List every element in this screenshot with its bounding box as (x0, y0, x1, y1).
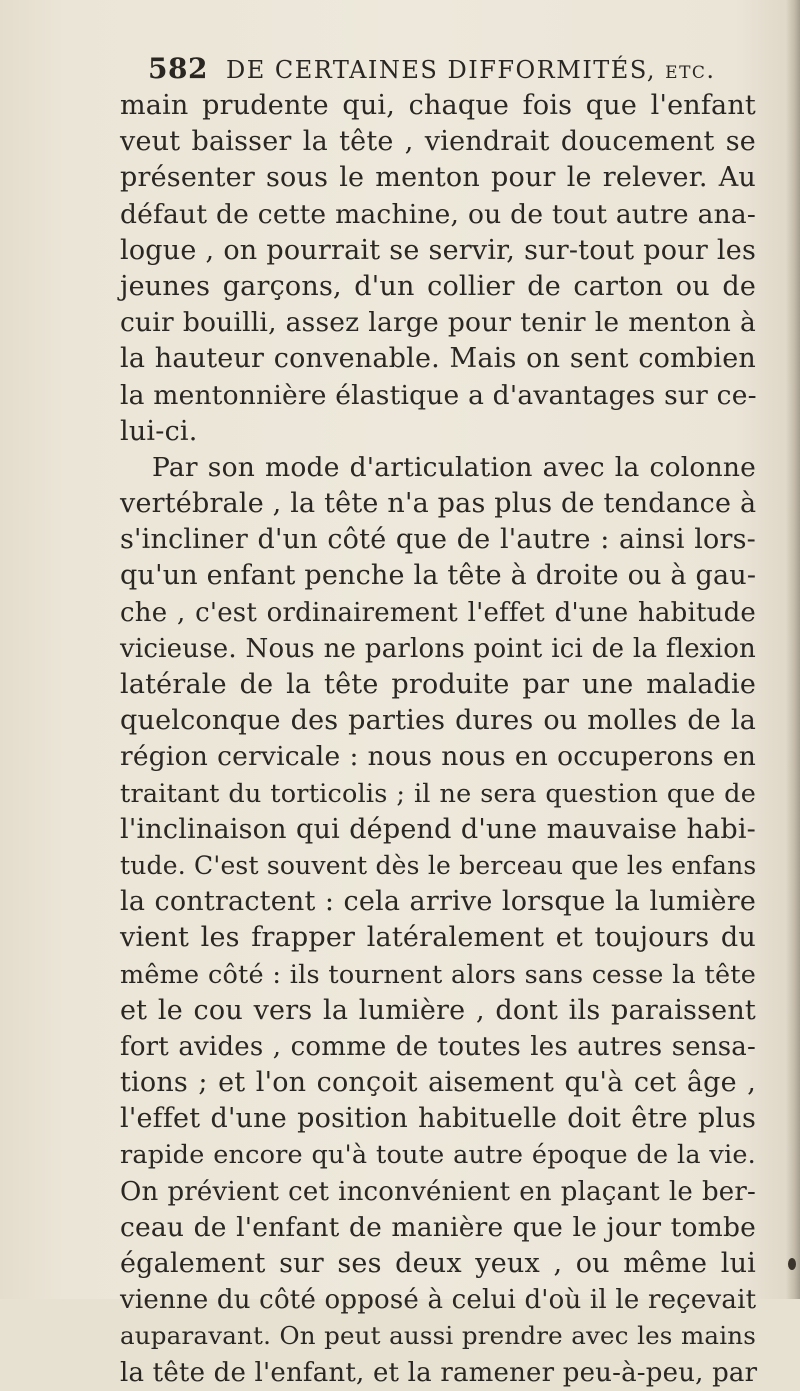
text-line: même côté : ils tournent alors sans cesse la tête (120, 959, 756, 990)
paragraph (120, 88, 756, 450)
text-line: cuir bouilli, assez large pour tenir le menton à (120, 307, 756, 339)
text-line: qu'un enfant penche la tête à droite ou à gau- (120, 560, 757, 592)
text-line: présenter sous le menton pour le relever. Au (120, 162, 756, 194)
text-line: latérale de la tête produite par une maladie (120, 669, 756, 700)
body-text (120, 88, 756, 1391)
text-line: la mentonnière élastique a d'avantages sur ce- (120, 379, 757, 411)
page-number: 582 (148, 52, 208, 85)
text-line: la tête de l'enfant, et la ramener peu-à-peu, par (120, 1357, 758, 1388)
running-header (148, 52, 748, 92)
text-line: la hauteur convenable. Mais on sent combien (120, 343, 756, 375)
text-line: lui-ci. (120, 415, 198, 447)
text-line: l'effet d'une position habituelle doit être plus (120, 1103, 756, 1135)
text-line: vient les frapper latéralement et toujours du (120, 922, 756, 954)
text-line: che , c'est ordinairement l'effet d'une habitude (120, 597, 756, 628)
text-line: vienne du côté opposé à celui d'où il le reçevait (120, 1285, 757, 1316)
text-line: fort avides , comme de toutes les autres sensa- (120, 1031, 756, 1062)
text-line: la contractent : cela arrive lorsque la lumière (120, 886, 756, 918)
text-line: vertébrale , la tête n'a pas plus de tendance à (120, 488, 757, 520)
text-line: logue , on pourrait se servir, sur-tout pour les (120, 234, 756, 266)
paragraph (120, 450, 756, 1391)
text-line: l'inclinaison qui dépend d'une mauvaise habi- (120, 813, 756, 845)
text-line: On prévient cet inconvénient en plaçant le ber- (120, 1176, 756, 1207)
text-line: vicieuse. Nous ne parlons point ici de la flexion (120, 633, 756, 664)
text-line: rapide encore qu'à toute autre époque de la vie. (120, 1140, 756, 1171)
text-line: s'incliner d'un côté que de l'autre : ainsi lors- (120, 524, 756, 556)
text-line: auparavant. On peut aussi prendre avec les mains (120, 1321, 756, 1351)
text-line: tude. C'est souvent dès le berceau que les enfans (120, 850, 757, 880)
text-line: région cervicale : nous nous en occuperons en (120, 741, 756, 773)
text-line: veut baisser la tête , viendrait doucement se (120, 126, 756, 158)
text-line: jeunes garçons, d'un collier de carton ou de (120, 270, 756, 302)
text-line: également sur ses deux yeux , ou même lui (120, 1248, 756, 1279)
text-line: et le cou vers la lumière , dont ils paraissent (120, 994, 756, 1026)
page-edge-shadow (786, 0, 800, 1299)
running-title: DE CERTAINES DIFFORMITÉS, etc. (225, 56, 716, 84)
text-line: tions ; et l'on conçoit aisement qu'à cet âge , (120, 1067, 756, 1099)
text-line: Par son mode d'articulation avec la colonne (152, 451, 756, 483)
text-line: défaut de cette machine, ou de tout autre ana- (120, 198, 756, 230)
text-line: ceau de l'enfant de manière que le jour tombe (120, 1211, 756, 1243)
text-line: quelconque des parties dures ou molles de la (120, 705, 756, 737)
ink-spot (788, 1258, 796, 1270)
text-line: main prudente qui, chaque fois que l'enfant (120, 90, 756, 121)
text-line: traitant du torticolis ; il ne sera question que de (120, 778, 756, 809)
